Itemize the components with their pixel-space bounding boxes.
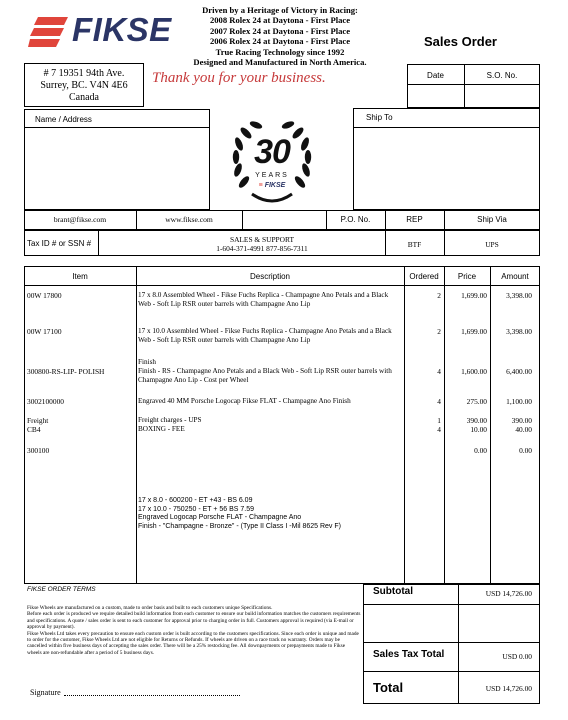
column-header-price: Price xyxy=(457,272,477,281)
tax-id-label: Tax ID # or SSN # xyxy=(27,239,92,248)
spec-line: 17 x 10.0 - 750250 - ET + 56 BS 7.59 xyxy=(138,505,255,513)
terms-paragraph: Before each order is produced we require detailed build information from each customer to ensure our build information matches the customers requirements and specifications. A quote / sales order is sent to each customer for approval prior to charging order in full. Customers approval is required (via E-mail or approval by payment). xyxy=(27,611,361,631)
row-item: 00W 17100 xyxy=(27,327,62,336)
sales-tax-total-value: USD 0.00 xyxy=(502,652,532,661)
anniversary-badge xyxy=(226,116,318,208)
row-ordered: 2 xyxy=(437,327,441,336)
subtotal-value: USD 14,726.00 xyxy=(485,589,532,598)
total-value: USD 14,726.00 xyxy=(485,684,532,693)
row-description: Freight charges - UPS xyxy=(138,416,202,424)
row-description: Engraved 40 MM Porsche Logocap Fikse FLAT - Champagne Ano Finish xyxy=(138,397,351,405)
so-number-value[interactable] xyxy=(465,85,539,107)
badge-brand-name: FIKSE xyxy=(264,182,286,189)
row-item: 300800-RS-LIP- POLISH xyxy=(27,367,105,376)
ship-via-value: UPS xyxy=(485,240,499,249)
row-item: Freight xyxy=(27,416,49,425)
name-address-label: Name / Address xyxy=(35,115,92,124)
logo-speed-stripes-icon xyxy=(28,15,70,49)
heritage-line: True Racing Technology since 1992 xyxy=(215,46,345,57)
contact-email[interactable]: brant@fikse.com xyxy=(53,215,107,224)
terms-paragraph: Fikse Wheels Ltd takes every precaution to ensure each custom order is built according to the customers specifications. Since each order is unique and made to order for the customer, Fikse Wheels Ltd are not eligible for Returns or Refunds. If wheels are driven on a race track no warranty. Orders may be cancelled within five business days of accepting the sales order. There will be a 25% restocking fee. All downpayments or prepayments made to Fikse wheels are non-refundable after a period of 5 business days. xyxy=(27,630,359,656)
ship-to-box xyxy=(353,108,540,210)
row-ordered: 4 xyxy=(437,367,441,376)
heritage-line: Driven by a Heritage of Victory in Racing: xyxy=(202,5,358,15)
address-line: Surrey, BC. V4N 4E6 xyxy=(40,80,128,91)
row-description: BOXING - FEE xyxy=(138,425,185,433)
po-number-label: P.O. No. xyxy=(340,215,371,224)
heritage-line: Designed and Manufactured in North America. xyxy=(193,57,367,68)
row-price: 1,600.00 xyxy=(461,367,487,376)
row-price: 1,699.00 xyxy=(461,327,487,336)
row-ordered: 4 xyxy=(437,425,441,434)
column-header-description: Description xyxy=(249,272,290,281)
terms-title: FIKSE ORDER TERMS xyxy=(27,586,96,593)
signature-label: Signature xyxy=(30,688,61,697)
badge-number: 30 xyxy=(254,133,290,171)
name-address-box xyxy=(24,109,210,210)
spec-line: Finish - "Champagne - Bronze" - (Type II Class I -Mil 8625 Rev F) xyxy=(138,522,341,530)
row-price: 1,699.00 xyxy=(461,291,487,300)
row-item: 3002100000 xyxy=(27,397,64,406)
spec-line: 17 x 8.0 - 600200 - ET +43 - BS 6.09 xyxy=(138,497,253,504)
support-title: SALES & SUPPORT xyxy=(229,235,295,244)
row-description-prefix: Finish xyxy=(138,358,156,366)
row-amount: 3,398.00 xyxy=(506,291,532,300)
document-title: Sales Order xyxy=(424,34,497,49)
row-item: CB4 xyxy=(27,425,41,434)
build-specs-note xyxy=(138,497,402,531)
row-amount: 3,398.00 xyxy=(506,327,532,336)
support-phones: 1-604-371-4991 877-856-7311 xyxy=(216,244,308,253)
row-price: 390.00 xyxy=(466,416,487,425)
row-ordered: 2 xyxy=(437,291,441,300)
row-description: 17 x 10.0 Assembled Wheel - Fikse Fuchs Replica - Champagne Ano Petals and a Black Web - Soft Lip RSR outer barrels with Champagne Ano Lip xyxy=(138,327,392,344)
badge-brand xyxy=(226,182,318,189)
heritage-line: 2006 Rolex 24 at Daytona - First Place xyxy=(209,36,351,47)
sales-support xyxy=(196,235,328,253)
heritage-line: 2007 Rolex 24 at Daytona - First Place xyxy=(209,25,351,36)
row-price: 0.00 xyxy=(474,446,487,455)
heritage-line: 2008 Rolex 24 at Daytona - First Place xyxy=(209,15,351,26)
badge-years: YEARS xyxy=(255,172,289,179)
date-label: Date xyxy=(427,71,444,80)
ship-to-label: Ship To xyxy=(366,113,393,122)
terms-text xyxy=(27,605,361,656)
row-ordered: 1 xyxy=(437,416,441,425)
date-value[interactable] xyxy=(408,85,463,107)
row-amount: 0.00 xyxy=(519,446,532,455)
row-item: 00W 17800 xyxy=(27,291,62,300)
row-price: 10.00 xyxy=(470,425,487,434)
row-item: 300100 xyxy=(27,446,50,455)
heritage-block xyxy=(180,5,380,67)
row-amount: 390.00 xyxy=(511,416,532,425)
address-line: # 7 19351 94th Ave. xyxy=(43,68,125,79)
column-header-item: Item xyxy=(72,272,88,281)
so-number-label: S.O. No. xyxy=(486,71,518,80)
column-header-amount: Amount xyxy=(501,272,529,281)
rep-label: REP xyxy=(406,215,423,224)
terms-paragraph: Fikse Wheels are manufactured on a custom, made to order basis and built to each customers unique Specifications. xyxy=(27,605,273,611)
subtotal-label: Subtotal xyxy=(373,586,413,597)
badge-stripes-icon: ≡ xyxy=(258,182,263,189)
rep-value: BTF xyxy=(407,240,422,249)
row-amount: 40.00 xyxy=(515,425,532,434)
total-label: Total xyxy=(373,680,404,695)
row-ordered: 4 xyxy=(437,397,441,406)
thank-you-message: Thank you for your business. xyxy=(152,70,326,86)
ship-via-label: Ship Via xyxy=(477,215,507,224)
spec-line: Engraved Logocap Porsche FLAT - Champagne Ano xyxy=(138,514,302,521)
row-description: 17 x 8.0 Assembled Wheel - Fikse Fuchs Replica - Champagne Ano Petals and a Black Web - Soft Lip RSR outer barrels with Champagne Ano Lip xyxy=(138,291,389,308)
contact-website[interactable]: www.fikse.com xyxy=(165,215,213,224)
signature-line[interactable] xyxy=(64,695,240,696)
column-header-ordered: Ordered xyxy=(409,272,439,281)
company-address xyxy=(24,68,144,104)
row-description: Finish - RS - Champagne Ano Petals and a Black Web - Soft Lip RSR outer barrels with Champagne Ano Lip - Cost per Wheel xyxy=(138,367,392,384)
row-amount: 1,100.00 xyxy=(506,397,532,406)
company-logo xyxy=(28,11,188,50)
row-price: 275.00 xyxy=(466,397,487,406)
logo-wordmark: FIKSE xyxy=(72,11,172,48)
sales-tax-total-label: Sales Tax Total xyxy=(373,649,445,660)
row-amount: 6,400.00 xyxy=(506,367,532,376)
address-line: Canada xyxy=(69,92,99,103)
